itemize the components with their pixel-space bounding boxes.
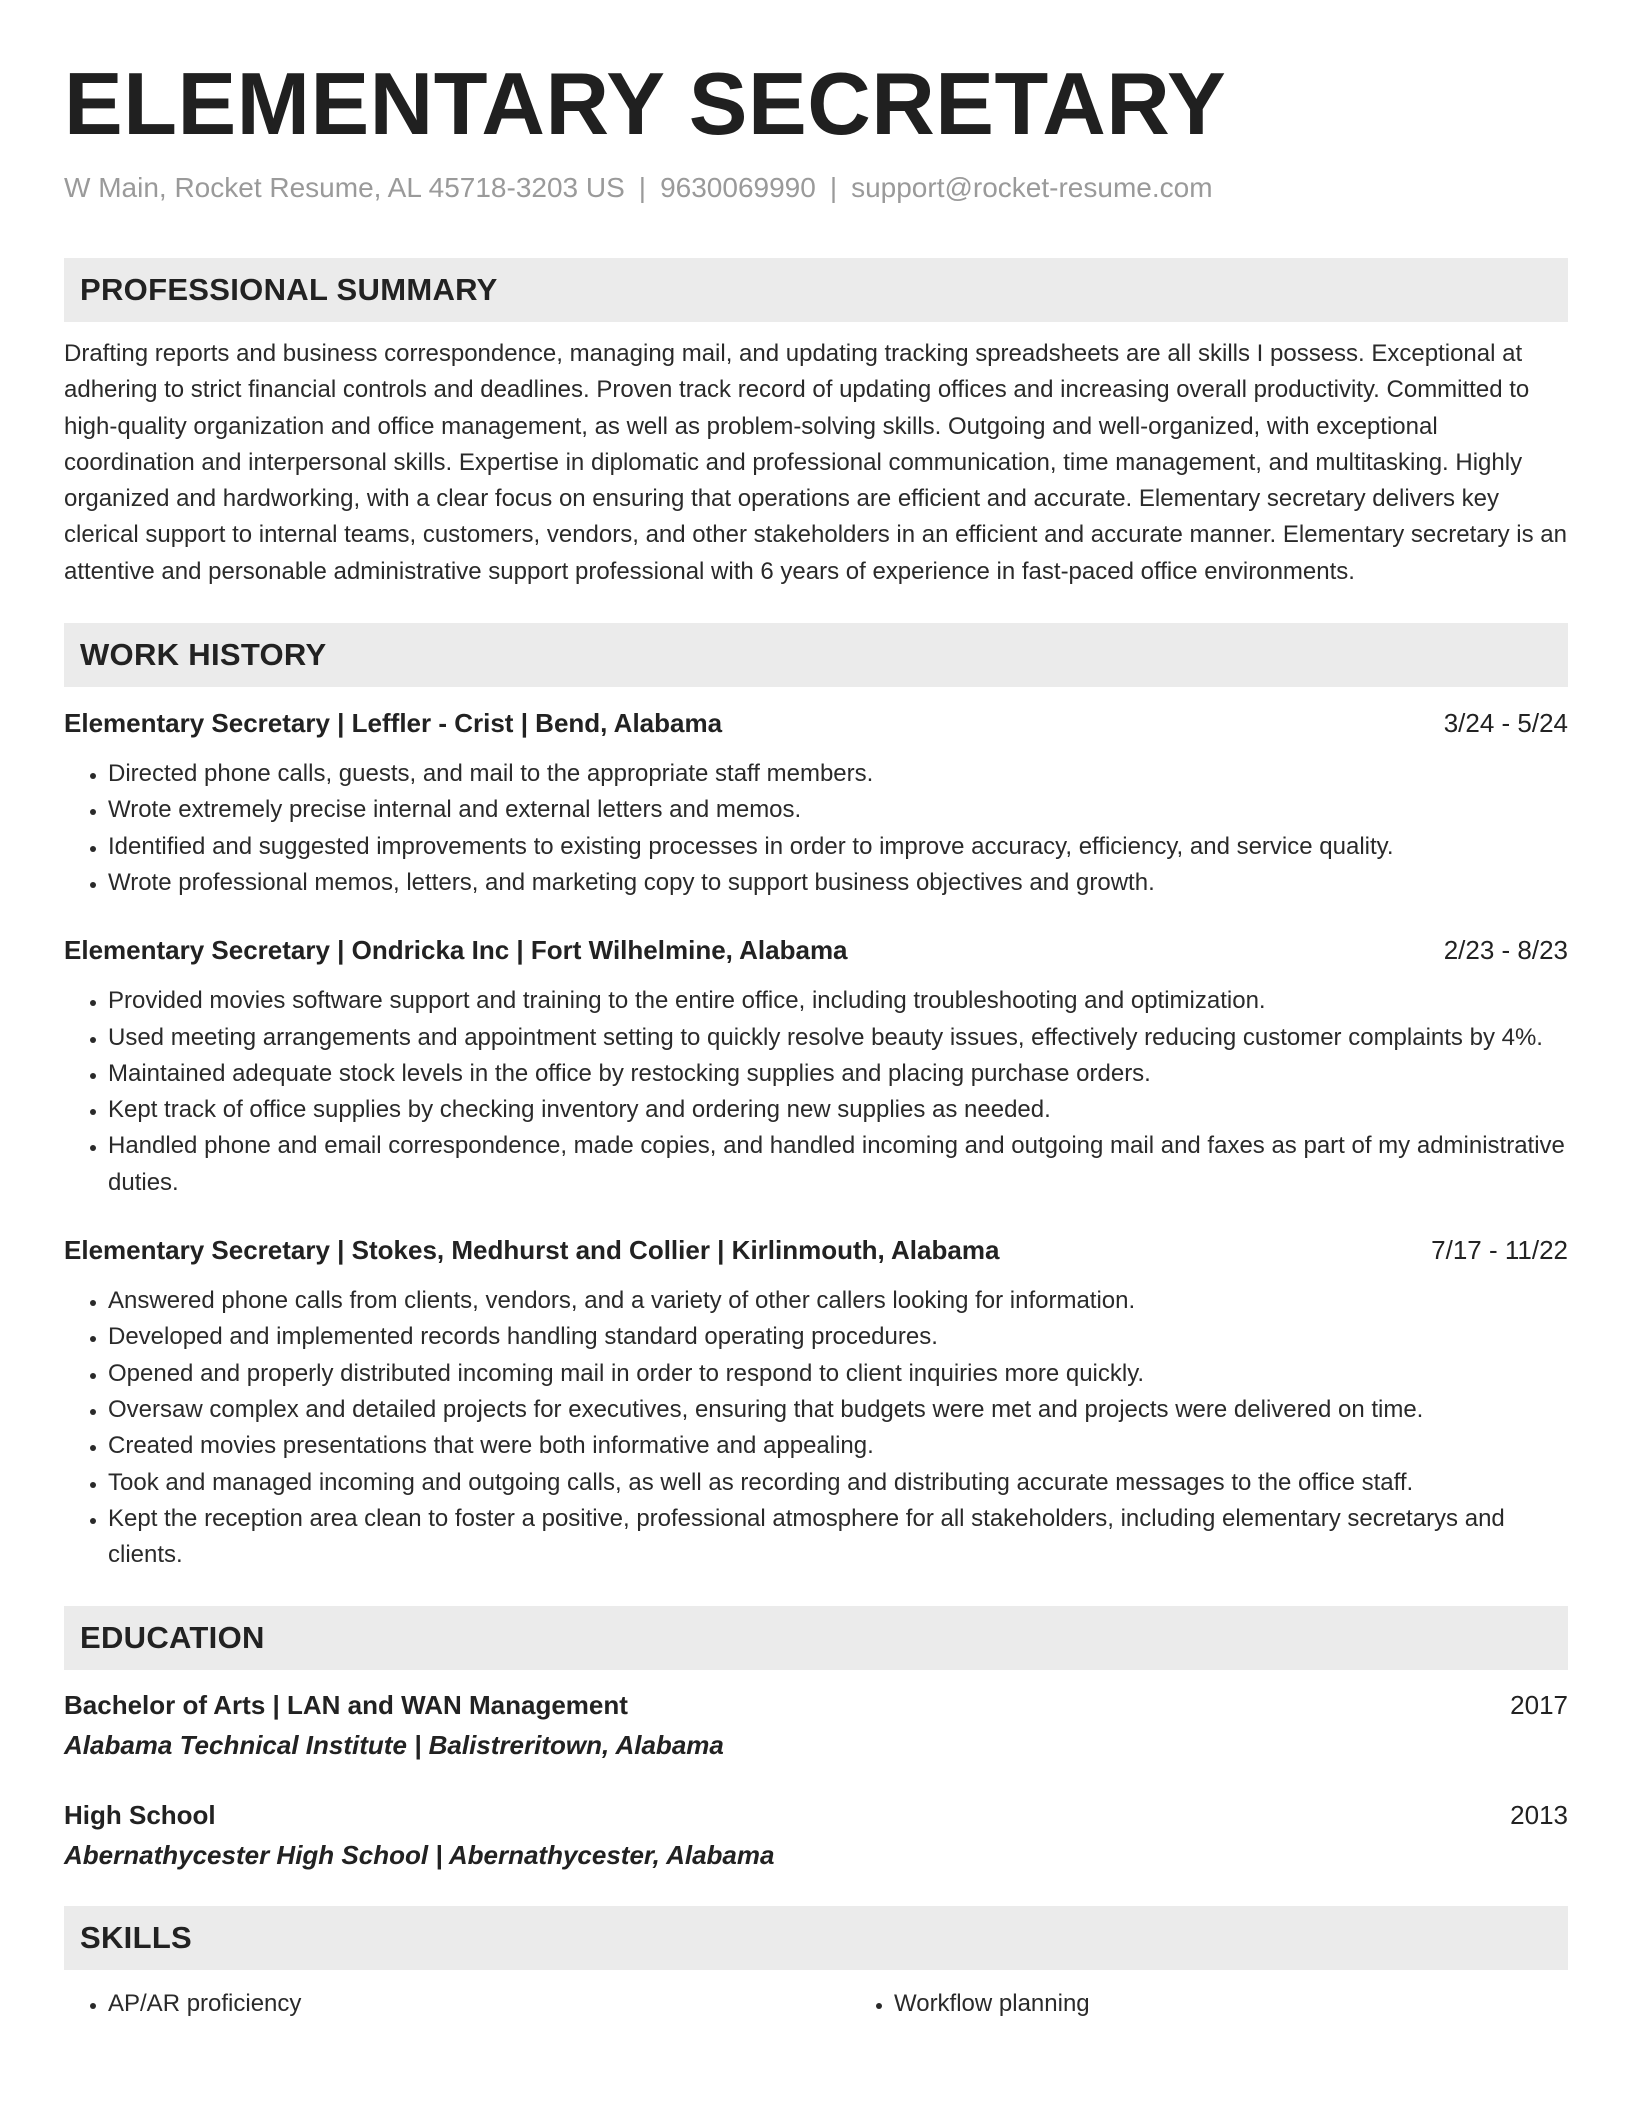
job-bullet: • Kept track of office supplies by checking inventory and ordering new supplies as needed. [108,1092,1568,1128]
education-year: 2017 [1510,1690,1568,1721]
job-bullets [64,1283,1568,1573]
job-title: Elementary Secretary | Leffler - Crist | Bend, Alabama [64,708,723,739]
job-bullet: • Wrote extremely precise internal and external letters and memos. [108,792,1568,828]
contact-separator: | [829,172,838,203]
contact-line [64,170,1568,206]
section-heading-work-history: WORK HISTORY [64,623,1568,687]
job-bullet: • Maintained adequate stock levels in the office by restocking supplies and placing purchase orders. [108,1056,1568,1092]
contact-phone: 9630069990 [660,172,816,203]
job-entry [64,932,1568,1201]
skill-item: • AP/AR proficiency [108,1986,850,2022]
candidate-name: ELEMENTARY SECRETARY [64,54,1227,153]
education-entry [64,1687,1568,1763]
job-bullet: • Answered phone calls from clients, vendors, and a variety of other callers looking for information. [108,1283,1568,1319]
section-heading-skills: SKILLS [64,1906,1568,1970]
job-title: Elementary Secretary | Ondricka Inc | Fort Wilhelmine, Alabama [64,935,848,966]
section-heading-summary: PROFESSIONAL SUMMARY [64,258,1568,322]
skill-item: • Workflow planning [894,1986,1090,2022]
job-bullet: • Oversaw complex and detailed projects for executives, ensuring that budgets were met and projects were delivered on time. [108,1392,1568,1428]
job-entry [64,1232,1568,1573]
job-entry [64,705,1568,901]
education-school: Abernathycester High School | Abernathycester, Alabama [64,1840,775,1871]
job-bullets [64,983,1568,1201]
education-degree: High School [64,1800,216,1831]
education-year: 2013 [1510,1800,1568,1831]
summary-text: Drafting reports and business correspondence, managing mail, and updating tracking spreadsheets are all skills I possess. Exceptional at adhering to strict financial controls and deadlines. Proven track record of updating offices and increasing overall productivity. Committed to high-quality organization and office management, as well as problem-solving skills. Outgoing and well-organized, with exceptional coordination and interpersonal skills. Expertise in diplomatic and professional communication, time management, and multitasking. Highly organized and hardworking, with a clear focus on ensuring that operations are efficient and accurate. Elementary secretary delivers key clerical support to internal teams, customers, vendors, and other stakeholders in an efficient and accurate manner. Elementary secretary is an attentive and personable administrative support professional with 6 years of experience in fast-paced office environments. [64,340,1567,585]
job-bullet: • Took and managed incoming and outgoing calls, as well as recording and distributing accurate messages to the office staff. [108,1465,1568,1501]
job-title: Elementary Secretary | Stokes, Medhurst and Collier | Kirlinmouth, Alabama [64,1235,1000,1266]
section-heading-education: EDUCATION [64,1606,1568,1670]
education-entry [64,1797,1568,1873]
skills-column-left [64,1986,850,2022]
job-bullets [64,756,1568,901]
job-bullet: • Used meeting arrangements and appointment setting to quickly resolve beauty issues, effectively reducing customer complaints by 4%. [108,1020,1568,1056]
job-bullet: • Developed and implemented records handling standard operating procedures. [108,1319,1568,1355]
contact-separator: | [638,172,647,203]
education-school: Alabama Technical Institute | Balistreritown, Alabama [64,1730,724,1761]
job-bullet: • Created movies presentations that were both informative and appealing. [108,1428,1568,1464]
contact-address: W Main, Rocket Resume, AL 45718-3203 US [64,172,625,203]
skills-list [64,1986,1568,2022]
job-bullet: • Identified and suggested improvements to existing processes in order to improve accuracy, efficiency, and service quality. [108,829,1568,865]
contact-email: support@rocket-resume.com [851,172,1213,203]
job-bullet: • Opened and properly distributed incoming mail in order to respond to client inquiries more quickly. [108,1356,1568,1392]
skills-column-right [850,1986,1090,2022]
job-bullet: • Directed phone calls, guests, and mail to the appropriate staff members. [108,756,1568,792]
education-degree: Bachelor of Arts | LAN and WAN Management [64,1690,628,1721]
job-dates: 2/23 - 8/23 [1443,935,1568,966]
job-bullet: • Kept the reception area clean to foster a positive, professional atmosphere for all stakeholders, including elementary secretarys and clients. [108,1501,1568,1574]
job-dates: 3/24 - 5/24 [1443,708,1568,739]
job-dates: 7/17 - 11/22 [1431,1235,1568,1266]
job-bullet: • Handled phone and email correspondence, made copies, and handled incoming and outgoing mail and faxes as part of my administrative duties. [108,1128,1568,1201]
job-bullet: • Wrote professional memos, letters, and marketing copy to support business objectives and growth. [108,865,1568,901]
job-bullet: • Provided movies software support and training to the entire office, including troubleshooting and optimization. [108,983,1568,1019]
